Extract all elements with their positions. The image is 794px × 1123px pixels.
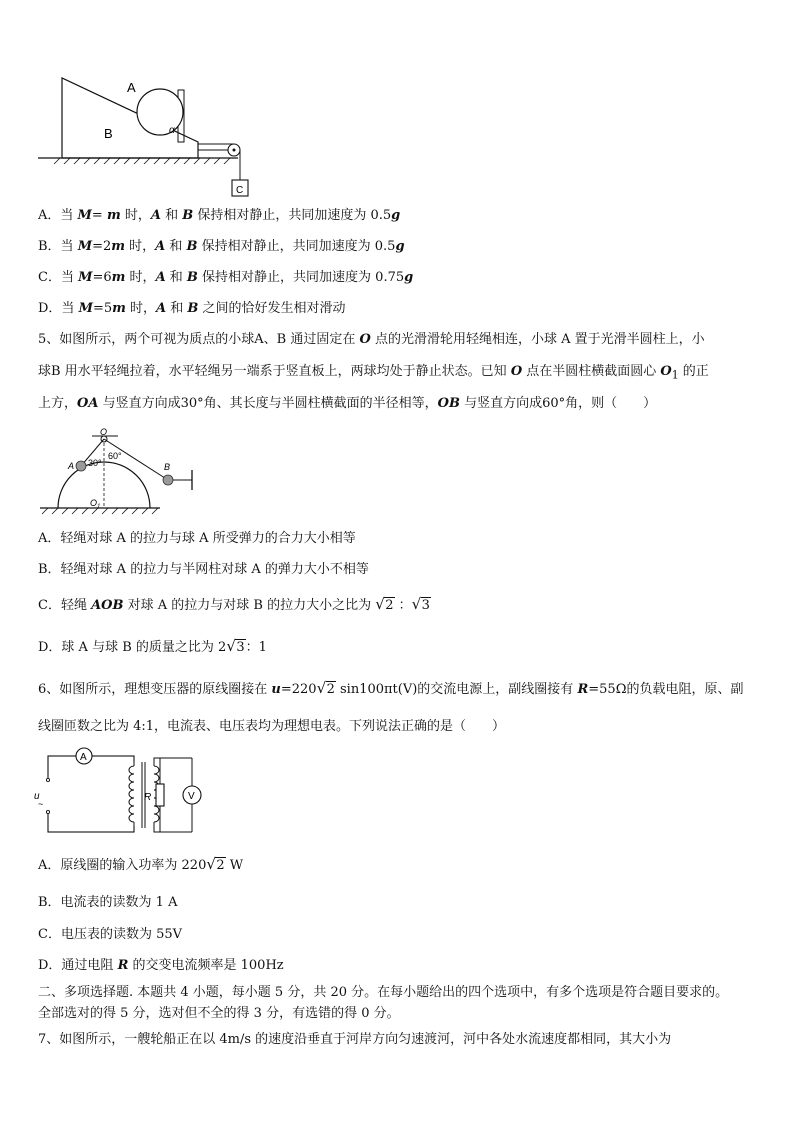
q4-option-a: A．当 M= m 时，A 和 B 保持相对静止，共同加速度为 0.5g <box>38 208 401 223</box>
label-alpha: α <box>169 125 175 136</box>
q4-option-b: B．当 M=2m 时，A 和 B 保持相对静止，共同加速度为 0.5g <box>38 239 405 254</box>
label-a: A <box>127 80 136 95</box>
source-label: u <box>34 791 40 802</box>
ammeter-label: A <box>80 752 87 763</box>
label-c: C <box>236 185 244 196</box>
q5-option-d: D．球 A 与球 B 的质量之比为 2√ 3：1 <box>38 638 267 658</box>
semicylinder-figure <box>40 428 210 518</box>
label-b: B <box>104 126 113 141</box>
label-b: B <box>164 462 171 472</box>
label-30: 30° <box>88 458 102 468</box>
ac-source-icon: ~ <box>38 799 44 809</box>
q5-stem-line2: 球B 用水平轻绳拉着，水平轻绳另一端系于竖直板上，两球均处于静止状态。已知 O 点在半圆柱横截面圆心 $O_1$ 的正 <box>38 364 709 382</box>
q5-stem-line1: 5、如图所示，两个可视为质点的小球A、B 通过固定在 O 点的光滑滑轮用轻绳相连，小球 A 置于光滑半圆柱上，小 <box>38 332 705 347</box>
resistor-label: R <box>144 792 152 803</box>
incline-figure <box>38 72 258 202</box>
resistor <box>156 784 164 806</box>
q6-stem-line1: 6、如图所示，理想变压器的原线圈接在 u=220√ 2 sin100πt(V)的交流电源上，副线圈接有 R=55Ω的负载电阻，原、副 <box>38 680 743 700</box>
q4-option-c: C．当 M=6m 时，A 和 B 保持相对静止，共同加速度为 0.75g <box>38 270 414 285</box>
ball-b <box>163 475 173 485</box>
label-a: A <box>68 461 75 471</box>
label-60: 60° <box>108 451 122 461</box>
section2-instructions-line2: 全部选对的得 5 分，选对但不全的得 3 分，有选错的得 0 分。 <box>38 1006 400 1021</box>
ball-a <box>137 89 183 135</box>
ball-a <box>76 461 86 471</box>
q6-option-d: D．通过电阻 R 的交变电流频率是 100Hz <box>38 958 284 973</box>
q6-option-a: A．原线圈的输入功率为 220√ 2 W <box>38 856 243 876</box>
transformer-circuit-figure <box>34 748 214 840</box>
sqrt-symbol: √ 2 <box>206 856 225 876</box>
q6-option-b: B．电流表的读数为 1 A <box>38 895 178 910</box>
q5-option-b: B．轻绳对球 A 的拉力与半网柱对球 A 的弹力大小不相等 <box>38 562 369 577</box>
q4-option-d: D．当 M=5m 时，A 和 B 之间的恰好发生相对滑动 <box>38 301 346 316</box>
q5-option-a: A．轻绳对球 A 的拉力与球 A 所受弹力的合力大小相等 <box>38 531 356 546</box>
q5-option-c: C．轻绳 AOB 对球 A 的拉力与对球 B 的拉力大小之比为 √ 2 ：√ 3 <box>38 596 431 616</box>
sqrt-symbol: √ 3 <box>226 638 245 658</box>
q5-stem-line3: 上方，OA 与竖直方向成30°角、其长度与半圆柱横截面的半径相等，OB 与竖直方向成60°角，则（ ） <box>38 396 657 411</box>
sqrt-symbol: √ 2 <box>317 680 336 700</box>
sqrt-symbol: √ 2 <box>375 596 394 616</box>
q7-stem-line1: 7、如图所示，一艘轮船正在以 4m/s 的速度沿垂直于河岸方向匀速渡河，河中各处水流速度都相同，其大小为 <box>38 1032 672 1047</box>
label-o1: $O_1$ <box>90 498 101 510</box>
voltmeter-label: V <box>188 791 195 802</box>
q6-option-c: C．电压表的读数为 55V <box>38 927 183 942</box>
label-o: O <box>100 427 108 437</box>
sqrt-symbol: √ 3 <box>412 596 431 616</box>
section2-instructions-line1: 二、多项选择题. 本题共 4 小题，每小题 5 分，共 20 分。在每小题给出的四个选项中，有多个选项是符合题目要求的。 <box>38 985 729 1000</box>
q6-stem-line2: 线圈匝数之比为 4:1，电流表、电压表均为理想电表。下列说法正确的是（ ） <box>38 719 506 734</box>
